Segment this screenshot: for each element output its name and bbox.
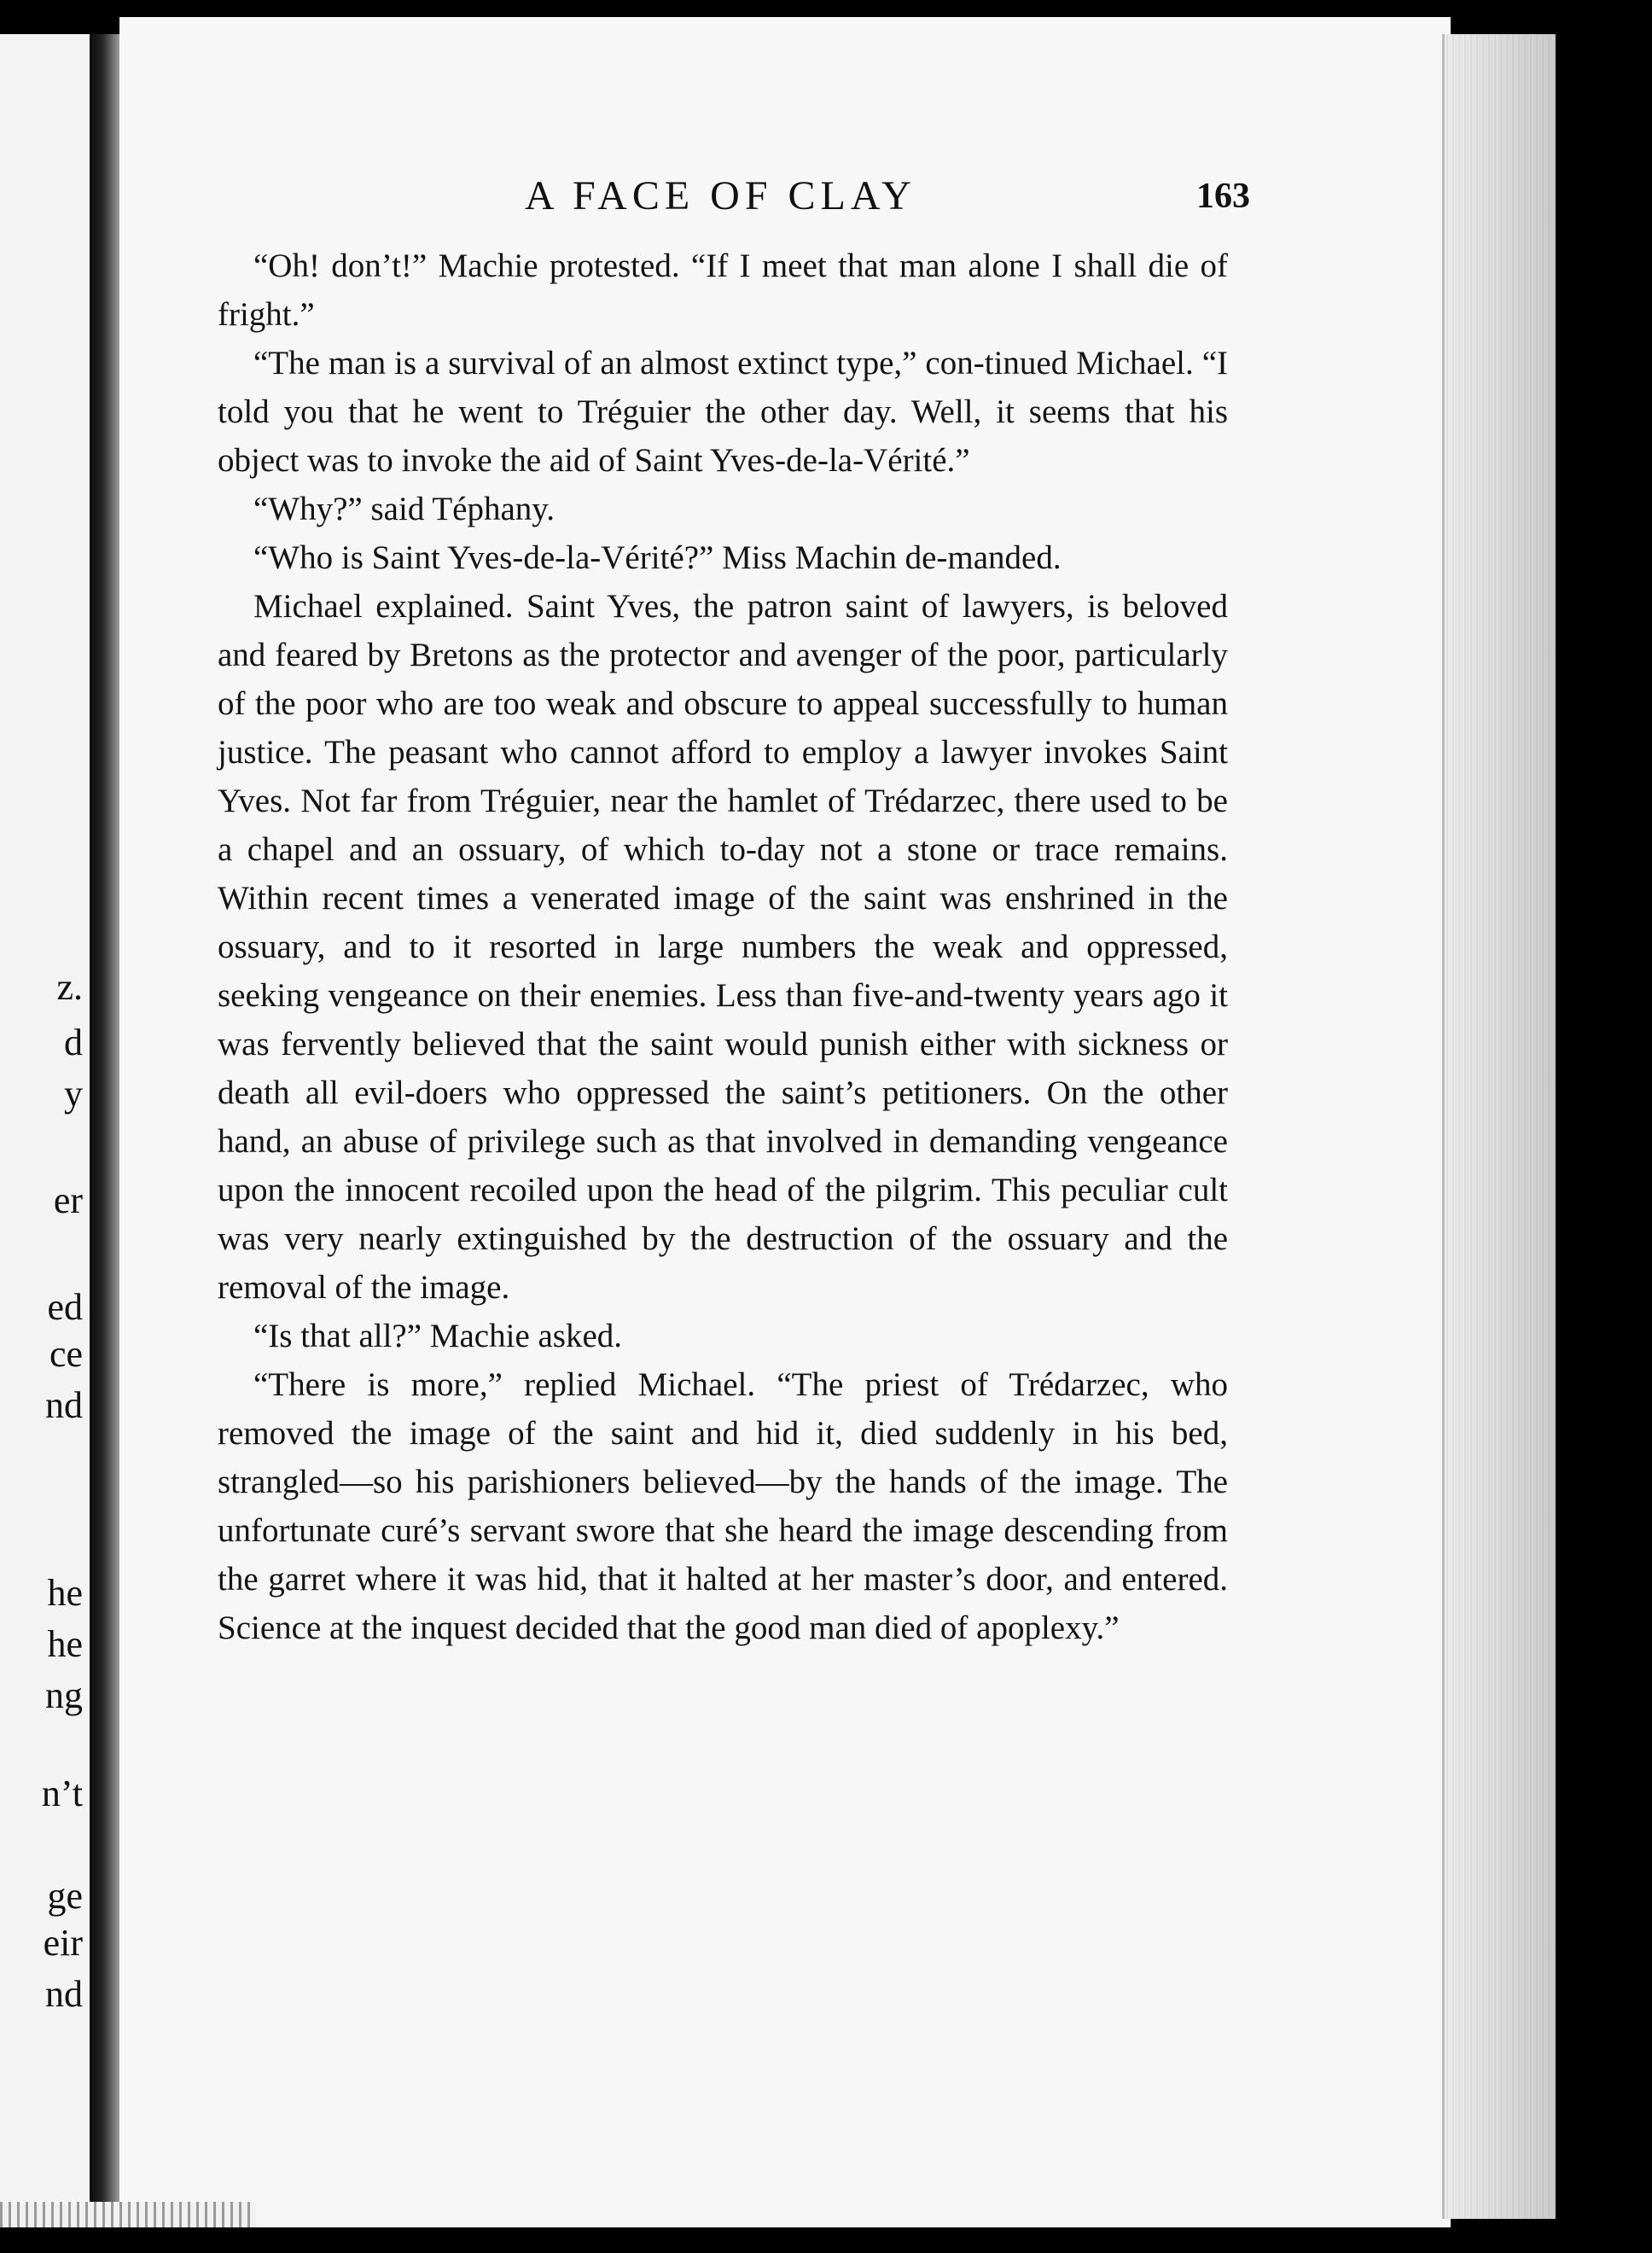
- paragraph: “Why?” said Téphany.: [253, 491, 556, 527]
- facing-page-fragment: eir: [43, 1922, 83, 1964]
- page-edges: [1442, 34, 1556, 2219]
- facing-page-fragment: he: [47, 1572, 83, 1614]
- page-number: 163: [1196, 177, 1250, 216]
- facing-page-fragment: z.: [56, 966, 83, 1008]
- facing-page-fragment: er: [53, 1179, 83, 1221]
- facing-page-fragment: y: [64, 1073, 83, 1115]
- paragraph: “The man is a survival of an almost extinct type,” con-tinued Michael. “I told you that he went to Tréguier the other day. Well, it seems that his object was to invoke the aid of Saint Yves-de-la-Vérité.”: [218, 345, 1228, 479]
- running-title: A FACE OF CLAY: [525, 173, 916, 218]
- facing-page-fragment: nd: [45, 1973, 83, 2015]
- paragraph: Michael explained. Saint Yves, the patron saint of lawyers, is beloved and feared by Bretons as the protector and avenger of the poor, particularly of the poor who are too weak and obscure to appeal successfully to human justice. The peasant who cannot afford to employ a lawyer invokes Saint Yves. Not far from Tréguier, near the hamlet of Trédarzec, there used to be a chapel and an ossuary, of which to-day not a stone or trace remains. Within recent times a venerated image of the saint was enshrined in the ossuary, and to it resorted in large numbers the weak and oppressed, seeking vengeance on their enemies. Less than five-and-twenty years ago it was fervently believed that the saint would punish either with sickness or death all evil-doers who oppressed the saint’s petitioners. On the other hand, an abuse of privilege such as that involved in demanding vengeance upon the innocent recoiled upon the head of the pilgrim. This peculiar cult was very nearly extinguished by the destruction of the ossuary and the removal of the image.: [218, 588, 1228, 1306]
- running-header: [405, 166, 1250, 226]
- paragraph: “Who is Saint Yves-de-la-Vérité?” Miss Machin de-manded.: [253, 539, 1062, 576]
- facing-page-fragment: ed: [47, 1286, 83, 1328]
- paragraph: “Is that all?” Machie asked.: [253, 1318, 623, 1354]
- facing-page-fragment: he: [47, 1623, 83, 1665]
- paragraph: “There is more,” replied Michael. “The priest of Trédarzec, who removed the image of the saint and hid it, died suddenly in his bed, strangled—so his parishioners believed—by the hands of the image. The unfortunate curé’s servant swore that she heard the image descending from the garret where it was hid, that it halted at her master’s door, and entered. Science at the inquest decided that the good man died of apoplexy.”: [218, 1366, 1228, 1646]
- paragraph: “Oh! don’t!” Machie protested. “If I meet that man alone I shall die of fright.”: [218, 247, 1228, 333]
- facing-page-fragment: ce: [49, 1333, 83, 1375]
- facing-page-fragment: ng: [45, 1674, 83, 1716]
- page-edge-ticks: [0, 2202, 256, 2227]
- facing-page-fragment: ge: [47, 1875, 83, 1917]
- facing-page-fragment: d: [64, 1022, 83, 1063]
- book-gutter: [90, 34, 124, 2219]
- body-text: [218, 242, 1228, 1652]
- facing-page-fragment: nd: [45, 1384, 83, 1426]
- facing-page-fragment: n’t: [41, 1773, 83, 1814]
- facing-page-edge: [0, 34, 98, 2219]
